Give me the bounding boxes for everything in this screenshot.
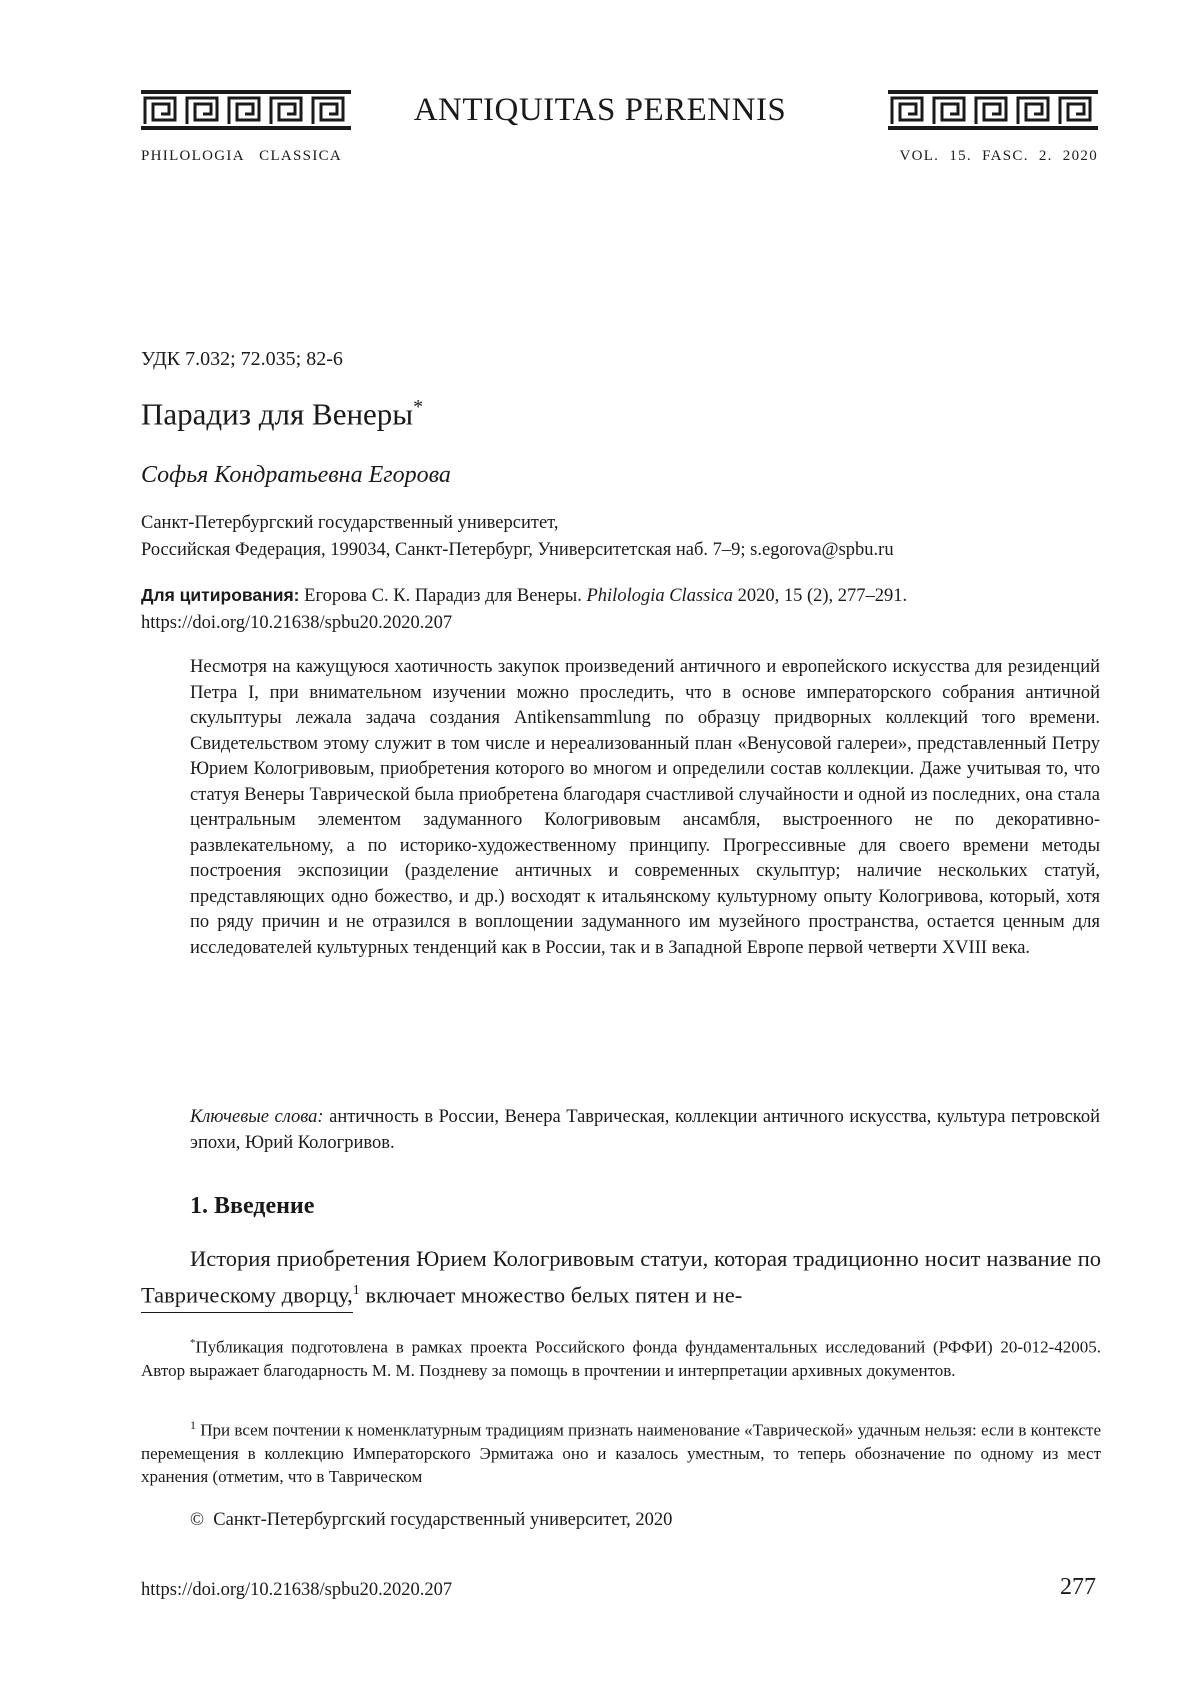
footer-doi-link[interactable]: https://doi.org/10.21638/spbu20.2020.207 — [141, 1580, 453, 1600]
citation-doi-link[interactable]: https://doi.org/10.21638/spbu20.2020.207 — [141, 613, 453, 633]
citation-journal: Philologia Classica — [586, 586, 733, 606]
author-name: Софья Кондратьевна Егорова — [141, 462, 451, 488]
udk-code: УДК 7.032; 72.035; 82-6 — [141, 348, 343, 370]
body-text-part-1: История приобретения Юрием Кологривовым статуи, которая традиционно носит название по Таврическому дворцу, — [141, 1246, 1101, 1308]
footnote-star — [141, 1332, 1101, 1382]
footnote-star-mark: * — [190, 1337, 196, 1349]
keywords-list: античность в России, Венера Таврическая, коллекции античного искусства, культура петровской эпохи, Юрий Кологривов. — [190, 1107, 1101, 1153]
page-number: 277 — [1060, 1574, 1096, 1600]
footnote-divider — [141, 1312, 353, 1313]
author-affiliation — [141, 510, 1101, 564]
footnote-1 — [141, 1414, 1101, 1488]
abstract: Несмотря на кажущуюся хаотичность закупок произведений античного и европейского искусства для резиденций Петра I, при внимательном изучении можно проследить, что в основе императорского собрания античной скульптуры лежала задача создания Antikensammlung по образцу придворных коллекций того времени. Свидетельством этому служит в том числе и нереализованный план «Венусовой галереи», представленный Петру Юрием Кологривовым, приобретения которого во многом и определили состав коллекции. Даже учитывая то, что статуя Венеры Таврической была приобретена благодаря счастливой случайности и одной из последних, она стала центральным элементом задуманного Кологривовым ансамбля, выстроенного не по декоративно-развлекательному, а по историко-художественному принципу. Прогрессивные для своего времени методы построения экспозиции (разделение античных и современных скульптур; наличие нескольких статуй, представляющих одно божество, и др.) восходят к итальянскому культурному опыту Кологривова, который, хотя по ряду причин и не отразился в воплощении задуманного им музейного пространства, остается ценным для исследователей культурных тенденций как в России, так и в Западной Европе первой четверти XVIII века. — [190, 657, 1100, 958]
citation-label: Для цитирования: — [141, 585, 300, 605]
footnote-1-mark: 1 — [190, 1418, 196, 1432]
footnote-star-text: Публикация подготовлена в рамках проекта Российского фонда фундаментальных исследований (РФФИ) 20-012-42005. Автор выражает благодарность М. М. Поздневу за помощь в прочтении и интерпретации архивных документов. — [141, 1337, 1101, 1380]
copyright-notice: © Санкт-Петербургский государственный университет, 2020 — [190, 1510, 673, 1530]
series-label: PHILOLOGIA CLASSICA — [141, 148, 343, 164]
affiliation-line-1: Санкт-Петербургский государственный университет, — [141, 513, 559, 533]
citation-block — [141, 582, 1101, 637]
keywords — [190, 1105, 1100, 1156]
article-title — [141, 396, 423, 432]
affiliation-line-2: Российская Федерация, 199034, Санкт-Петербург, Университетская наб. 7–9; s.egorova@spbu.ru — [141, 540, 894, 560]
title-footnote-mark: * — [413, 396, 424, 418]
body-paragraph — [141, 1243, 1101, 1312]
journal-title: ANTIQUITAS PERENNIS — [413, 92, 787, 128]
volume-label: VOL. 15. FASC. 2. 2020 — [899, 148, 1098, 164]
body-text-part-2: включает множество белых пятен и не- — [359, 1282, 743, 1308]
section-heading: 1. Введение — [190, 1193, 315, 1219]
footnote-1-text: При всем почтении к номенклатурным традициям признать наименование «Таврической» удачным нельзя: если в контексте перемещения в коллекцию Императорского Эрмитажа оно и казалось уместным, то теперь обозначение по одному из мест хранения (отметим, что в Таврическом — [141, 1420, 1101, 1486]
footnote-ref-1[interactable]: 1 — [352, 1283, 360, 1298]
citation-rest: 2020, 15 (2), 277–291. — [732, 586, 908, 606]
keywords-label: Ключевые слова: — [190, 1107, 324, 1127]
citation-text: Егорова С. К. Парадиз для Венеры. — [299, 586, 587, 606]
article-title-text: Парадиз для Венеры — [141, 396, 414, 432]
